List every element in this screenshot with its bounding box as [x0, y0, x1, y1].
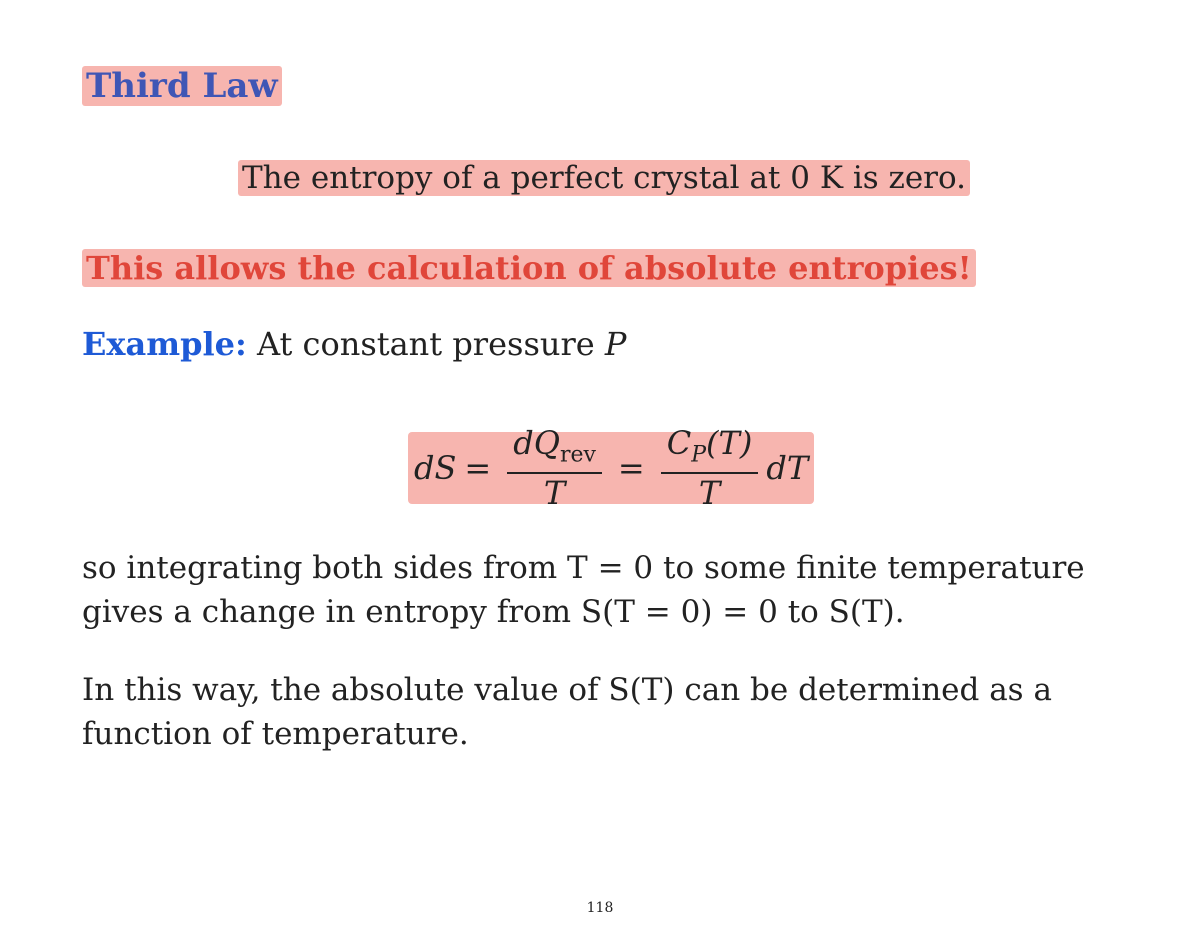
slide-title: [82, 66, 282, 106]
absolute-value-paragraph: In this way, the absolute value of S(T) can be determined as a function of temperature.: [82, 672, 1052, 752]
page-number: 118: [586, 900, 614, 916]
p-subscript: P: [691, 442, 707, 468]
fraction-cp-numerator: [661, 423, 759, 474]
example-label: Example:: [82, 325, 247, 363]
eq-lhs: dS: [414, 449, 457, 487]
law-statement: [238, 160, 970, 196]
eq-equals-1: =: [464, 449, 492, 487]
rev-subscript: rev: [559, 442, 596, 468]
title-highlight: Third Law: [82, 66, 282, 106]
eq-differential: dT: [766, 449, 809, 487]
fraction-cp-denominator: T: [698, 474, 721, 513]
integration-paragraph: so integrating both sides from T = 0 to some finite temperature gives a change in entropy from S(T = 0) = 0 to S(T).: [82, 550, 1085, 630]
example-line: [82, 324, 626, 364]
fraction-heat-capacity: [661, 423, 759, 513]
emphasis-line: [82, 249, 976, 287]
dq-symbol: dQ: [513, 423, 560, 462]
example-variable: P: [604, 325, 627, 363]
eq-equals-2: =: [617, 449, 645, 487]
example-text: At constant pressure: [256, 325, 595, 363]
law-highlight: The entropy of a perfect crystal at 0 K is zero.: [238, 160, 970, 196]
entropy-equation: [408, 423, 814, 513]
emphasis-highlight: This allows the calculation of absolute entropies!: [82, 249, 976, 287]
c-symbol: C: [666, 423, 692, 462]
fraction-heat: [507, 423, 602, 513]
fraction-heat-denominator: T: [543, 474, 566, 513]
fraction-heat-numerator: [507, 423, 602, 474]
cp-argument: (T): [706, 423, 753, 462]
